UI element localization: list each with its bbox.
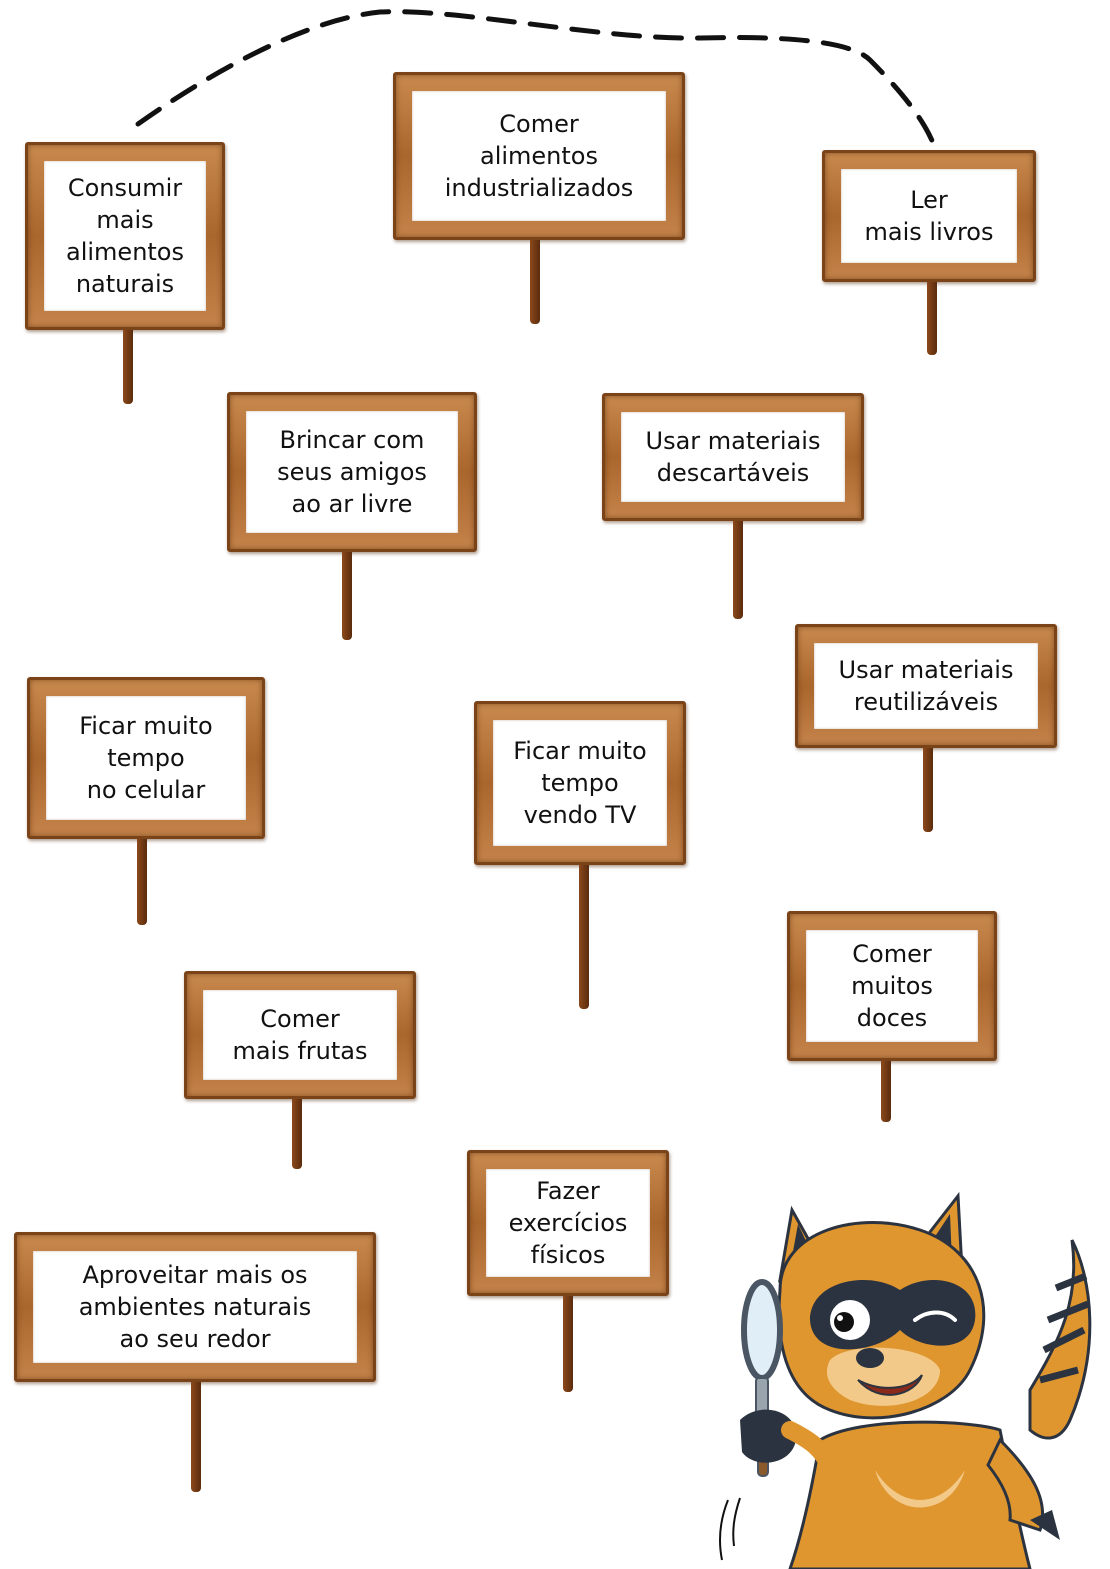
sign-label: Fazer exercícios físicos (508, 1177, 628, 1269)
sign-label: Consumir mais alimentos naturais (66, 174, 184, 298)
sign-post (292, 1099, 302, 1169)
sign-post (563, 1296, 573, 1392)
sign-label: Ficar muito tempo vendo TV (513, 737, 647, 829)
sign-brincar-com-seus-amigos-ao-ar-livre[interactable] (227, 392, 477, 640)
sign-comer-alimentos-industrializados[interactable] (393, 72, 685, 324)
sign-aproveitar-mais-os-ambientes-naturais[interactable] (14, 1232, 376, 1492)
sign-label: Brincar com seus amigos ao ar livre (277, 426, 427, 518)
sign-ficar-muito-tempo-vendo-tv[interactable] (474, 701, 686, 1009)
sign-label: Usar materiais descartáveis (645, 427, 821, 487)
sign-post (733, 521, 743, 619)
sign-comer-mais-frutas[interactable] (184, 971, 416, 1169)
sign-usar-materiais-reutilizaveis[interactable] (795, 624, 1057, 832)
sign-comer-muitos-doces[interactable] (787, 911, 997, 1122)
sign-ficar-muito-tempo-no-celular[interactable] (27, 677, 265, 925)
sign-post (881, 1061, 891, 1122)
sign-label: Ficar muito tempo no celular (79, 712, 213, 804)
sign-label: Aproveitar mais os ambientes naturais ao seu redor (78, 1261, 312, 1353)
sign-post (123, 330, 133, 404)
sign-post (137, 839, 147, 925)
sign-post (530, 240, 540, 324)
raccoon-mascot (700, 1180, 1110, 1569)
sign-post (927, 282, 937, 355)
sign-post (342, 552, 352, 640)
sign-label: Ler mais livros (864, 186, 994, 246)
sign-label: Comer mais frutas (232, 1005, 368, 1065)
sign-post (191, 1382, 201, 1492)
sign-post (579, 865, 589, 1009)
sign-ler-mais-livros[interactable] (822, 150, 1036, 355)
sign-fazer-exercicios-fisicos[interactable] (467, 1150, 669, 1392)
sign-label: Comer muitos doces (851, 940, 933, 1032)
sign-usar-materiais-descartaveis[interactable] (602, 393, 864, 619)
sign-label: Usar materiais reutilizáveis (838, 656, 1014, 716)
sign-post (923, 748, 933, 832)
raccoon-tail (1030, 1240, 1090, 1438)
sign-consumir-mais-alimentos-naturais[interactable] (25, 142, 225, 404)
sign-label: Comer alimentos industrializados (444, 110, 634, 202)
raccoon-head (779, 1196, 984, 1418)
